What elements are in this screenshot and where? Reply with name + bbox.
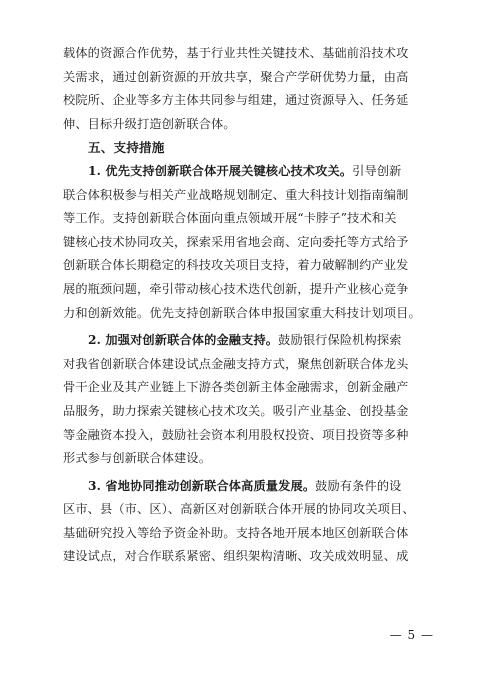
page-number: — 5 — — [389, 628, 434, 642]
measure-item-3 — [63, 475, 448, 569]
item-first-line — [63, 160, 448, 184]
text-line: 键核心技术协同攻关，探索采用省地会商、定向委托等方式给予 — [63, 234, 409, 249]
measure-item-1 — [63, 160, 448, 325]
text-line: 联合体积极参与相关产业战略规划制定、重大科技计划指南编制 — [63, 187, 409, 202]
text-line: 对我省创新联合体建设试点金融支持方式，聚焦创新联合体龙头 — [63, 356, 409, 371]
item-title: 3. 省地协同推动创新联合体高质量发展。 — [88, 478, 316, 493]
item-text: 鼓励银行保险机构探索 — [278, 333, 402, 348]
text-line: 载体的资源合作优势，基于行业共性关键技术、基础前沿技术攻 — [63, 46, 409, 60]
text-line: 形式参与创新联合体建设。 — [63, 451, 212, 466]
item-text: 鼓励有条件的设 — [315, 478, 402, 493]
measure-item-2 — [63, 329, 448, 471]
text-line: 骨干企业及其产业链上下游各类创新主体金融需求，创新金融产 — [63, 380, 409, 395]
text-line: 建设试点，对合作联系紧密、组织架构清晰、攻关成效明显、成 — [63, 549, 409, 564]
text-line: 基础研究投入等给予资金补助。支持各地开展本地区创新联合体 — [63, 525, 409, 540]
item-first-line — [63, 475, 448, 499]
intro-paragraph — [63, 42, 448, 136]
text-line: 等金融资本投入，鼓励社会资本利用股权投资、项目投资等多种 — [63, 427, 409, 442]
text-line: 等工作。支持创新联合体面向重点领域开展“卡脖子”技术和关 — [63, 211, 397, 226]
document-body — [63, 42, 448, 569]
text-line: 关需求，通过创新资源的开放共享，聚合产学研优势力量，由高 — [63, 69, 409, 84]
text-line: 校院所、企业等多方主体共同参与组建，通过资源导入、任务延 — [63, 93, 409, 108]
text-line: 区市、县（市、区）、高新区对创新联合体开展的协同攻关项目、 — [63, 502, 415, 517]
item-title: 1. 优先支持创新联合体开展关键核心技术攻关。 — [88, 163, 353, 178]
item-first-line — [63, 329, 448, 353]
text-line: 力和创新效能。优先支持创新联合体申报国家重大科技计划项目。 — [63, 305, 421, 320]
text-line: 创新联合体长期稳定的科技攻关项目支持，着力破解制约产业发 — [63, 258, 409, 273]
text-line: 展的瓶颈问题，牵引带动核心技术迭代创新，提升产业核心竞争 — [63, 281, 409, 296]
text-line: 伸、目标升级打造创新联合体。 — [63, 116, 236, 131]
section-heading: 五、支持措施 — [88, 140, 165, 156]
text-line: 品服务，助力探索关键核心技术攻关。吸引产业基金、创投基金 — [63, 403, 409, 418]
item-title: 2. 加强对创新联合体的金融支持。 — [88, 333, 279, 348]
item-text: 引导创新 — [352, 163, 402, 178]
